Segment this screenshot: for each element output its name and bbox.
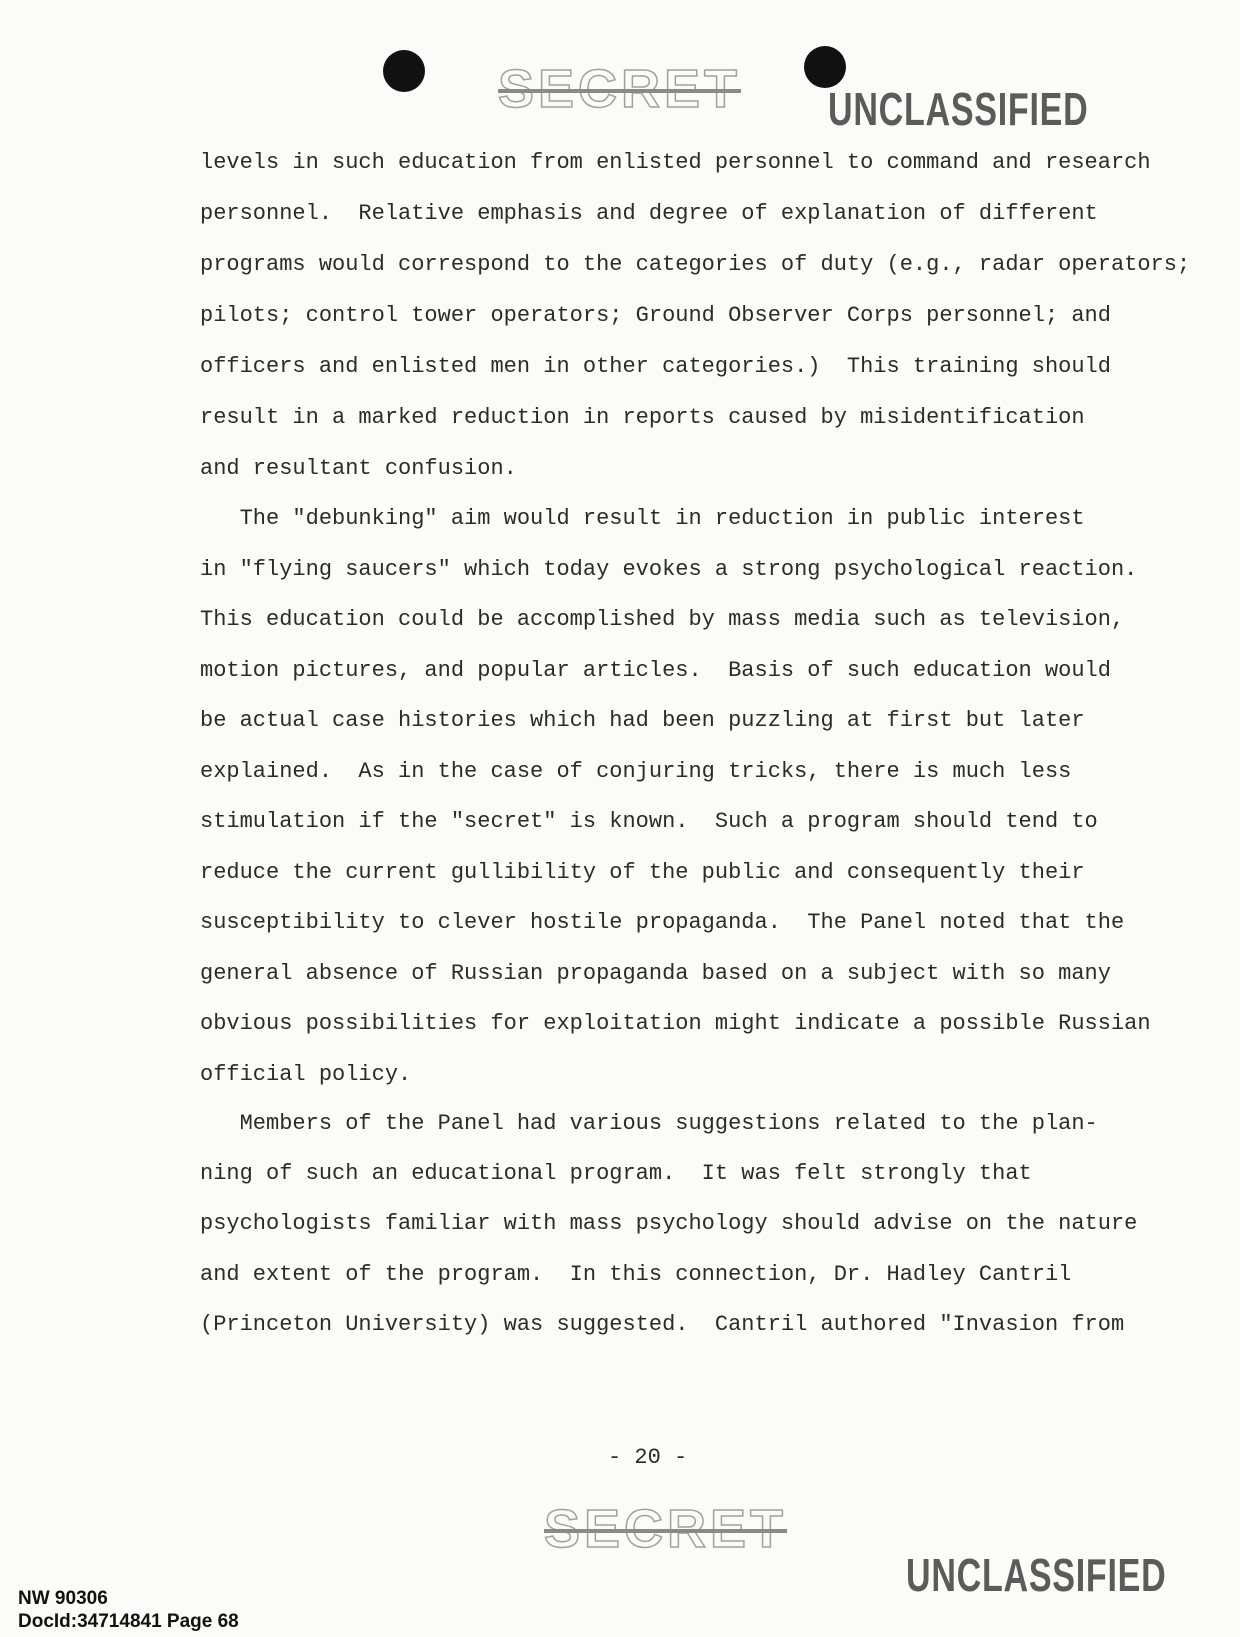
body-line: programs would correspond to the categories of duty (e.g., radar operators; [200, 252, 1191, 277]
body-line: motion pictures, and popular articles. Basis of such education would [200, 658, 1111, 683]
body-line: (Princeton University) was suggested. Cantril authored "Invasion from [200, 1312, 1125, 1337]
body-line: levels in such education from enlisted personnel to command and research [200, 150, 1151, 175]
body-line: ning of such an educational program. It was felt strongly that [200, 1161, 1032, 1186]
body-line: officers and enlisted men in other categories.) This training should [200, 354, 1111, 379]
body-line: pilots; control tower operators; Ground Observer Corps personnel; and [200, 303, 1111, 328]
body-line: and extent of the program. In this connection, Dr. Hadley Cantril [200, 1262, 1072, 1287]
body-line: stimulation if the "secret" is known. Such a program should tend to [200, 809, 1098, 834]
body-line: The "debunking" aim would result in reduction in public interest [200, 506, 1085, 531]
body-line: and resultant confusion. [200, 456, 517, 481]
body-line: in "flying saucers" which today evokes a strong psychological reaction. [200, 557, 1138, 582]
secret-stamp-top: SECRET [498, 59, 742, 119]
body-line: result in a marked reduction in reports caused by misidentification [200, 405, 1085, 430]
body-line: official policy. [200, 1062, 412, 1087]
footer-nw-number: NW 90306 [18, 1588, 108, 1609]
body-line: be actual case histories which had been puzzling at first but later [200, 708, 1085, 733]
body-line: obvious possibilities for exploitation might indicate a possible Russian [200, 1011, 1151, 1036]
punch-hole-left [383, 50, 425, 92]
page-number: - 20 - [608, 1445, 688, 1470]
body-line: reduce the current gullibility of the public and consequently their [200, 860, 1085, 885]
body-line: psychologists familiar with mass psychology should advise on the nature [200, 1211, 1138, 1236]
body-line: explained. As in the case of conjuring tricks, there is much less [200, 759, 1072, 784]
body-line: This education could be accomplished by mass media such as television, [200, 607, 1125, 632]
unclassified-stamp-top: UNCLASSIFIED [828, 83, 1089, 135]
body-line: Members of the Panel had various suggestions related to the plan- [200, 1111, 1098, 1136]
body-line: general absence of Russian propaganda based on a subject with so many [200, 961, 1111, 986]
unclassified-stamp-bottom: UNCLASSIFIED [906, 1549, 1167, 1601]
body-line: personnel. Relative emphasis and degree of explanation of different [200, 201, 1098, 226]
body-line: susceptibility to clever hostile propaganda. The Panel noted that the [200, 910, 1125, 935]
secret-stamp-bottom: SECRET [544, 1499, 788, 1559]
footer-docid: DocId:34714841 Page 68 [18, 1611, 239, 1632]
